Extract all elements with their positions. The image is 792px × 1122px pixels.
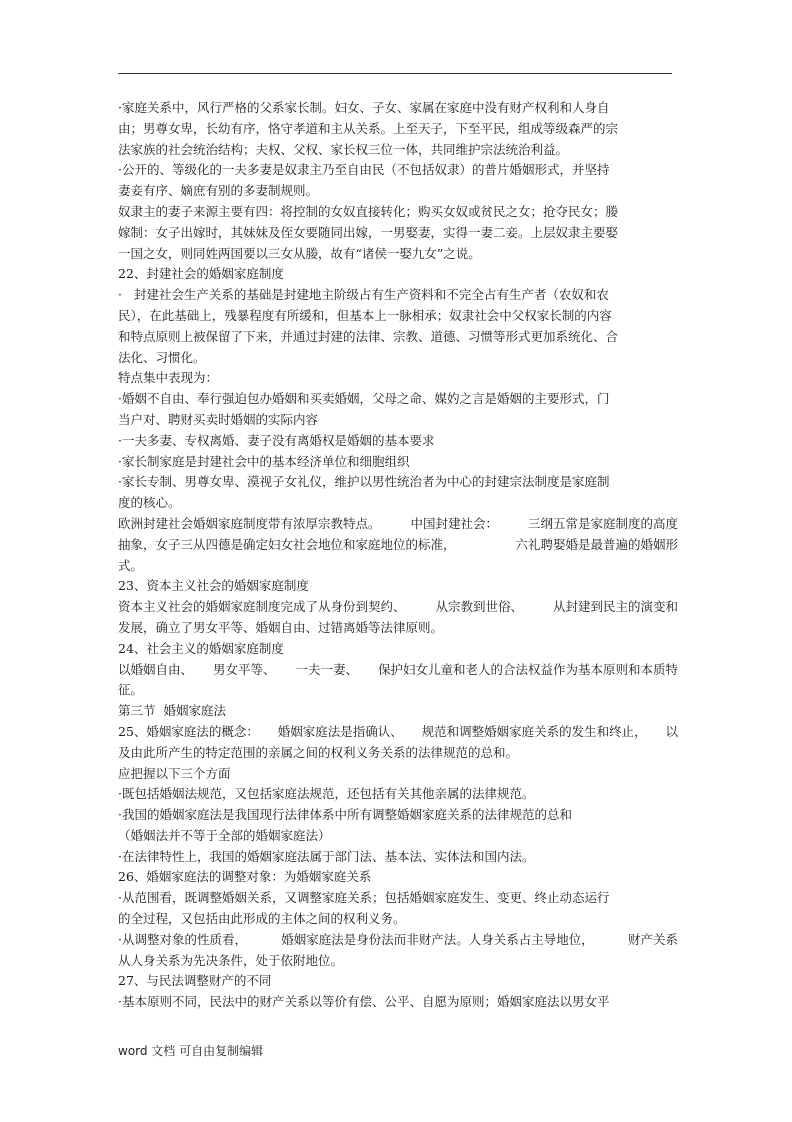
text-segment: 一夫一妻、 — [295, 661, 359, 677]
text-line — [118, 98, 678, 119]
text-segment: ·一夫多妻、专权离婚、妻子没有离婚权是婚姻的基本要求 — [118, 432, 435, 448]
text-line — [118, 535, 678, 556]
text-line — [118, 119, 678, 140]
text-gap — [259, 722, 278, 743]
text-line — [118, 618, 678, 639]
text-line — [118, 431, 678, 452]
text-segment: 和特点原则上被保留了下来，并通过封建的法律、宗教、道德、习惯等形式更加系统化、合 — [118, 328, 619, 344]
text-segment: 欧洲封建社会婚姻家庭制度带有浓厚宗教特点。 — [118, 515, 381, 531]
text-segment: 22、封建社会的婚姻家庭制度 — [118, 266, 284, 282]
text-line — [118, 909, 678, 930]
text-gap — [381, 514, 411, 535]
text-segment: 特点集中表现为： — [118, 370, 219, 386]
text-segment: 奴隶主的妻子来源主要有四：将控制的女奴直接转化；购买女奴或贫民之女；抢夺民女；媵 — [118, 203, 619, 219]
text-segment: 应把握以下三个方面 — [118, 765, 231, 781]
document-body — [118, 98, 678, 1013]
text-line — [118, 493, 678, 514]
text-segment: 23、资本主义社会的婚姻家庭制度 — [118, 578, 309, 594]
text-segment: 法家族的社会统治结构；夫权、父权、家长权三位一体，共同维护宗法统治利益。 — [118, 141, 569, 157]
text-line — [118, 368, 678, 389]
text-gap — [594, 930, 628, 951]
header-rule — [118, 73, 672, 74]
text-line — [118, 306, 678, 327]
text-segment: 婚姻家庭法是身份法而非财产法。人身关系占主导地位， — [281, 931, 594, 947]
text-gap — [276, 660, 296, 681]
text-segment: 民），在此基础上，残暴程度有所缓和，但基本上一脉相承；奴隶社会中父权家长制的内容 — [118, 307, 612, 323]
text-segment: 六礼聘娶婚是最普遍的婚姻形 — [515, 536, 678, 552]
text-gap — [193, 660, 213, 681]
text-line — [118, 223, 678, 244]
text-line — [118, 452, 678, 473]
text-segment: ·家庭关系中，风行严格的父系家长制。妇女、子女、家属在家庭中没有财产权利和人身自 — [118, 100, 610, 115]
text-segment: 中国封建社会： — [410, 515, 499, 531]
text-segment: 抽象，女子三从四德是确定妇女社会地位和家庭地位的标准， — [118, 536, 456, 552]
text-line — [118, 160, 678, 181]
text-line — [118, 660, 678, 681]
text-segment: 度的核心。 — [118, 495, 181, 511]
text-line — [118, 930, 678, 951]
text-line — [118, 784, 678, 805]
page-footer: word 文档 可自由复制编辑 — [118, 1044, 264, 1058]
text-segment: ·在法律特性上，我国的婚姻家庭法属于部门法、基本法、实体法和国内法。 — [118, 848, 535, 864]
text-line — [118, 410, 678, 431]
text-line — [118, 888, 678, 909]
text-segment: · 封建社会生产关系的基础是封建地主阶级占有生产资料和不完全占有生产者（农奴和农 — [118, 287, 609, 303]
text-line — [118, 514, 678, 535]
text-segment: 男女平等、 — [213, 661, 276, 677]
text-segment: 三纲五常是家庭制度的高度 — [528, 515, 679, 531]
text-segment: 征。 — [118, 682, 144, 698]
text-segment: 及由此所产生的特定范围的亲属之间的权利义务关系的法律规范的总和。 — [118, 744, 519, 760]
text-line — [118, 743, 678, 764]
text-line — [118, 826, 678, 847]
text-segment: 24、社会主义的婚姻家庭制度 — [118, 640, 284, 656]
text-line — [118, 764, 678, 785]
text-segment: 27、与民法调整财产的不同 — [118, 973, 272, 989]
text-segment: ·家长制家庭是封建社会中的基本经济单位和细胞组织 — [118, 453, 410, 469]
text-segment: 从封建到民主的演变和 — [553, 599, 679, 615]
text-segment: 以 — [665, 723, 678, 739]
text-segment: 从宗教到世俗、 — [435, 599, 524, 615]
text-line — [118, 348, 678, 369]
text-line — [118, 639, 678, 660]
text-segment: 从人身关系为先决条件，处于依附地位。 — [118, 952, 344, 968]
text-line — [118, 264, 678, 285]
text-line — [118, 202, 678, 223]
text-gap — [406, 597, 436, 618]
text-segment: 式。 — [118, 557, 144, 573]
text-segment: 规范和调整婚姻家庭关系的发生和终止， — [421, 723, 647, 739]
text-line — [118, 951, 678, 972]
text-line — [118, 680, 678, 701]
text-segment: ·婚姻不自由、奉行强迫包办婚姻和买卖婚姻，父母之命、媒妁之言是婚姻的主要形式，门 — [118, 391, 610, 407]
text-segment: 第三节 婚姻家庭法 — [118, 703, 226, 719]
text-line — [118, 389, 678, 410]
text-segment: 25、婚姻家庭法的概念： — [118, 723, 259, 739]
text-gap — [647, 722, 666, 743]
text-segment: 的全过程，又包括由此形成的主体之间的权利义务。 — [118, 911, 406, 927]
text-segment: 法化、习惯化。 — [118, 349, 206, 365]
text-line — [118, 244, 678, 265]
text-segment: 由；男尊女卑，长幼有序，恪守孝道和主从关系。上至天子，下至平民，组成等级森严的宗 — [118, 120, 619, 136]
text-segment: ·从调整对象的性质看， — [118, 931, 247, 947]
text-line — [118, 472, 678, 493]
text-segment: 一国之女，则同姓两国要以三女从媵，故有“诸侯一娶九女”之说。 — [118, 245, 481, 261]
text-line — [118, 992, 678, 1013]
text-line — [118, 701, 678, 722]
text-gap — [456, 535, 516, 556]
text-segment: 资本主义社会的婚姻家庭制度完成了从身份到契约、 — [118, 599, 406, 615]
text-segment: ·基本原则不同，民法中的财产关系以等价有偿、公平、自愿为原则；婚姻家庭法以男女平 — [118, 994, 610, 1010]
text-segment: 财产关系 — [628, 931, 679, 947]
text-segment: ·既包括婚姻法规范，又包括家庭法规范，还包括有关其他亲属的法律规范。 — [118, 786, 535, 802]
text-segment: 婚姻家庭法是指确认、 — [277, 723, 403, 739]
text-segment: 发展，确立了男女平等、婚姻自由、过错离婚等法律原则。 — [118, 619, 444, 635]
text-segment: 妻妾有序、嫡庶有别的多妻制规则。 — [118, 183, 319, 199]
text-segment: ·从范围看，既调整婚姻关系，又调整家庭关系；包括婚姻家庭发生、变更、终止动态运行 — [118, 890, 610, 906]
text-segment: ·我国的婚姻家庭法是我国现行法律体系中所有调整婚姻家庭关系的法律规范的总和 — [118, 807, 572, 823]
text-line — [118, 722, 678, 743]
text-segment: 嫁制：女子出嫁时，其妹妹及侄女要随同出嫁，一男娶妻，实得一妻二妾。上层奴隶主要娶 — [118, 224, 619, 240]
text-segment: 26、婚姻家庭法的调整对象：为婚姻家庭关系 — [118, 869, 372, 885]
text-gap — [403, 722, 422, 743]
text-segment: 以婚姻自由、 — [118, 661, 194, 677]
text-gap — [498, 514, 528, 535]
text-line — [118, 556, 678, 577]
text-line — [118, 847, 678, 868]
text-segment: 保护妇女儿童和老人的合法权益作为基本原则和本质特 — [378, 661, 679, 677]
text-gap — [523, 597, 553, 618]
text-segment: ·公开的、等级化的一夫多妻是奴隶主乃至自由民（不包括奴隶）的普片婚姻形式，并坚持 — [118, 162, 610, 178]
text-line — [118, 140, 678, 161]
text-line — [118, 327, 678, 348]
text-segment: 当户对、聘财买卖时婚姻的实际内容 — [118, 411, 319, 427]
text-gap — [358, 660, 378, 681]
text-line — [118, 576, 678, 597]
text-line — [118, 597, 678, 618]
text-line — [118, 971, 678, 992]
text-line — [118, 805, 678, 826]
text-segment: （婚姻法并不等于全部的婚姻家庭法） — [118, 827, 331, 843]
text-line — [118, 867, 678, 888]
text-segment: ·家长专制、男尊女卑、漠视子女礼仪，维护以男性统治者为中心的封建宗法制度是家庭制 — [118, 474, 610, 490]
text-line — [118, 181, 678, 202]
text-gap — [247, 930, 281, 951]
text-line — [118, 285, 678, 306]
